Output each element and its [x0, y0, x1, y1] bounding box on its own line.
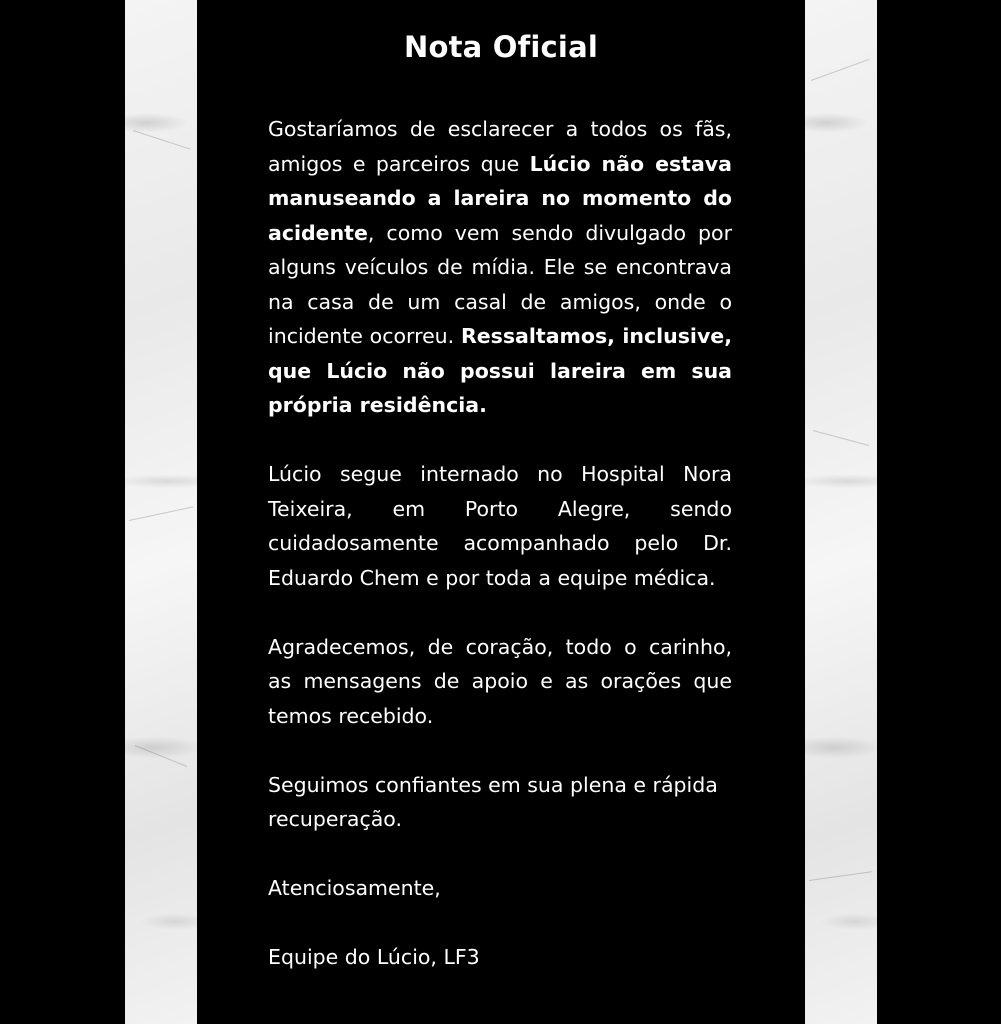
paragraph-clarification: [268, 112, 732, 423]
paragraph1-text-b: , como vem sendo divulgado por alguns veículos de mídia. Ele se encontrava na casa de um casal de amigos, onde o incidente ocorreu.: [268, 220, 732, 348]
paragraph-thanks: Agradecemos, de coração, todo o carinho, as mensagens de apoio e as orações que temos recebido.: [268, 634, 732, 728]
closing-signature: Equipe do Lúcio, LF3: [268, 945, 480, 969]
marble-border-left: [125, 0, 197, 1024]
paragraph-recovery: Seguimos confiantes em sua plena e rápida recuperação.: [268, 772, 718, 831]
paragraph1-text-a: Gostaríamos de esclarecer a todos os fãs, amigos e parceiros que: [268, 117, 732, 176]
page-title: Nota Oficial: [404, 30, 598, 64]
marble-border-right: [805, 0, 877, 1024]
paragraph1-bold-b: Ressaltamos, inclusive, que Lúcio não possui lareira em sua própria residência.: [268, 324, 732, 417]
statement-body: [268, 112, 732, 1009]
paragraph1-bold-a: Lúcio não estava manuseando a lareira no momento do acidente: [268, 151, 733, 245]
statement-panel: [197, 0, 805, 1024]
paragraph-hospital: Lúcio segue internado no Hospital Nora Teixeira, em Porto Alegre, sendo cuidadosamente acompanhado pelo Dr. Eduardo Chem e por toda a equipe médica.: [268, 462, 732, 590]
closing-salutation: Atenciosamente,: [268, 876, 441, 900]
